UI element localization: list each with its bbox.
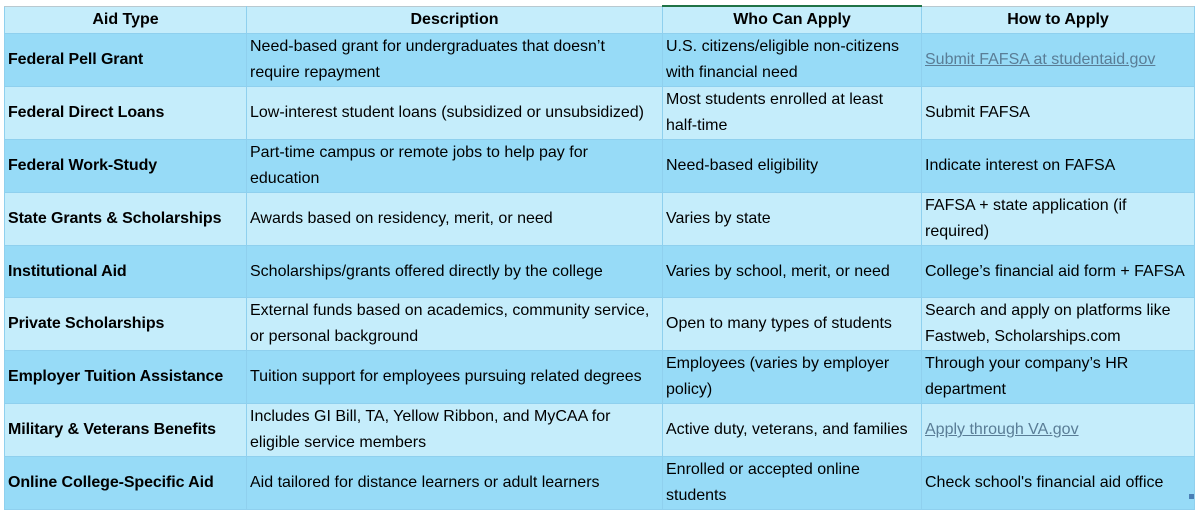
who-can-apply-cell[interactable]: U.S. citizens/eligible non-citizens with financial need — [663, 34, 922, 87]
header-aid-type[interactable]: Aid Type — [5, 6, 247, 34]
table-row — [5, 404, 1195, 457]
table-row — [5, 34, 1195, 87]
table-row — [5, 140, 1195, 193]
description-cell[interactable]: Part-time campus or remote jobs to help pay for education — [247, 140, 663, 193]
table-row — [5, 193, 1195, 246]
aid-type-cell[interactable]: Online College-Specific Aid — [5, 457, 247, 510]
header-how-to-apply[interactable]: How to Apply — [922, 6, 1195, 34]
aid-type-cell[interactable]: Employer Tuition Assistance — [5, 351, 247, 404]
aid-type-cell[interactable]: Federal Pell Grant — [5, 34, 247, 87]
aid-type-cell[interactable]: Private Scholarships — [5, 298, 247, 351]
how-to-apply-cell[interactable] — [922, 404, 1195, 457]
description-cell[interactable]: Low-interest student loans (subsidized or unsubsidized) — [247, 87, 663, 140]
who-can-apply-cell[interactable]: Enrolled or accepted online students — [663, 457, 922, 510]
how-to-apply-cell[interactable]: Submit FAFSA — [922, 87, 1195, 140]
who-can-apply-cell[interactable]: Open to many types of students — [663, 298, 922, 351]
table-row — [5, 87, 1195, 140]
studentaid-link[interactable]: Submit FAFSA at studentaid.gov — [925, 51, 1156, 68]
how-to-apply-cell[interactable]: FAFSA + state application (if required) — [922, 193, 1195, 246]
header-who-can-apply[interactable]: Who Can Apply — [663, 6, 922, 34]
how-to-apply-cell[interactable]: Indicate interest on FAFSA — [922, 140, 1195, 193]
description-cell[interactable]: Scholarships/grants offered directly by the college — [247, 246, 663, 298]
description-cell[interactable]: Tuition support for employees pursuing related degrees — [247, 351, 663, 404]
description-cell[interactable]: External funds based on academics, community service, or personal background — [247, 298, 663, 351]
header-description[interactable]: Description — [247, 6, 663, 34]
who-can-apply-cell[interactable]: Varies by state — [663, 193, 922, 246]
va-gov-link[interactable]: Apply through VA.gov — [925, 421, 1079, 438]
who-can-apply-cell[interactable]: Need-based eligibility — [663, 140, 922, 193]
how-to-apply-cell[interactable]: College’s financial aid form + FAFSA — [922, 246, 1195, 298]
header-row — [5, 6, 1195, 34]
aid-type-cell[interactable]: Institutional Aid — [5, 246, 247, 298]
how-to-apply-cell[interactable] — [922, 34, 1195, 87]
aid-type-cell[interactable]: Federal Direct Loans — [5, 87, 247, 140]
aid-type-cell[interactable]: State Grants & Scholarships — [5, 193, 247, 246]
aid-type-cell[interactable]: Federal Work-Study — [5, 140, 247, 193]
table-row — [5, 351, 1195, 404]
table-row — [5, 457, 1195, 510]
description-cell[interactable]: Aid tailored for distance learners or adult learners — [247, 457, 663, 510]
financial-aid-table — [4, 5, 1195, 510]
who-can-apply-cell[interactable]: Employees (varies by employer policy) — [663, 351, 922, 404]
how-to-apply-cell[interactable]: Through your company’s HR department — [922, 351, 1195, 404]
who-can-apply-cell[interactable]: Varies by school, merit, or need — [663, 246, 922, 298]
aid-type-cell[interactable]: Military & Veterans Benefits — [5, 404, 247, 457]
how-to-apply-cell[interactable]: Search and apply on platforms like Fastweb, Scholarships.com — [922, 298, 1195, 351]
table-resize-handle[interactable] — [1189, 494, 1194, 499]
how-to-apply-cell[interactable]: Check school's financial aid office — [922, 457, 1195, 510]
who-can-apply-cell[interactable]: Active duty, veterans, and families — [663, 404, 922, 457]
table-row — [5, 246, 1195, 298]
description-cell[interactable]: Need-based grant for undergraduates that doesn’t require repayment — [247, 34, 663, 87]
table-row — [5, 298, 1195, 351]
description-cell[interactable]: Includes GI Bill, TA, Yellow Ribbon, and MyCAA for eligible service members — [247, 404, 663, 457]
who-can-apply-cell[interactable]: Most students enrolled at least half-time — [663, 87, 922, 140]
description-cell[interactable]: Awards based on residency, merit, or need — [247, 193, 663, 246]
